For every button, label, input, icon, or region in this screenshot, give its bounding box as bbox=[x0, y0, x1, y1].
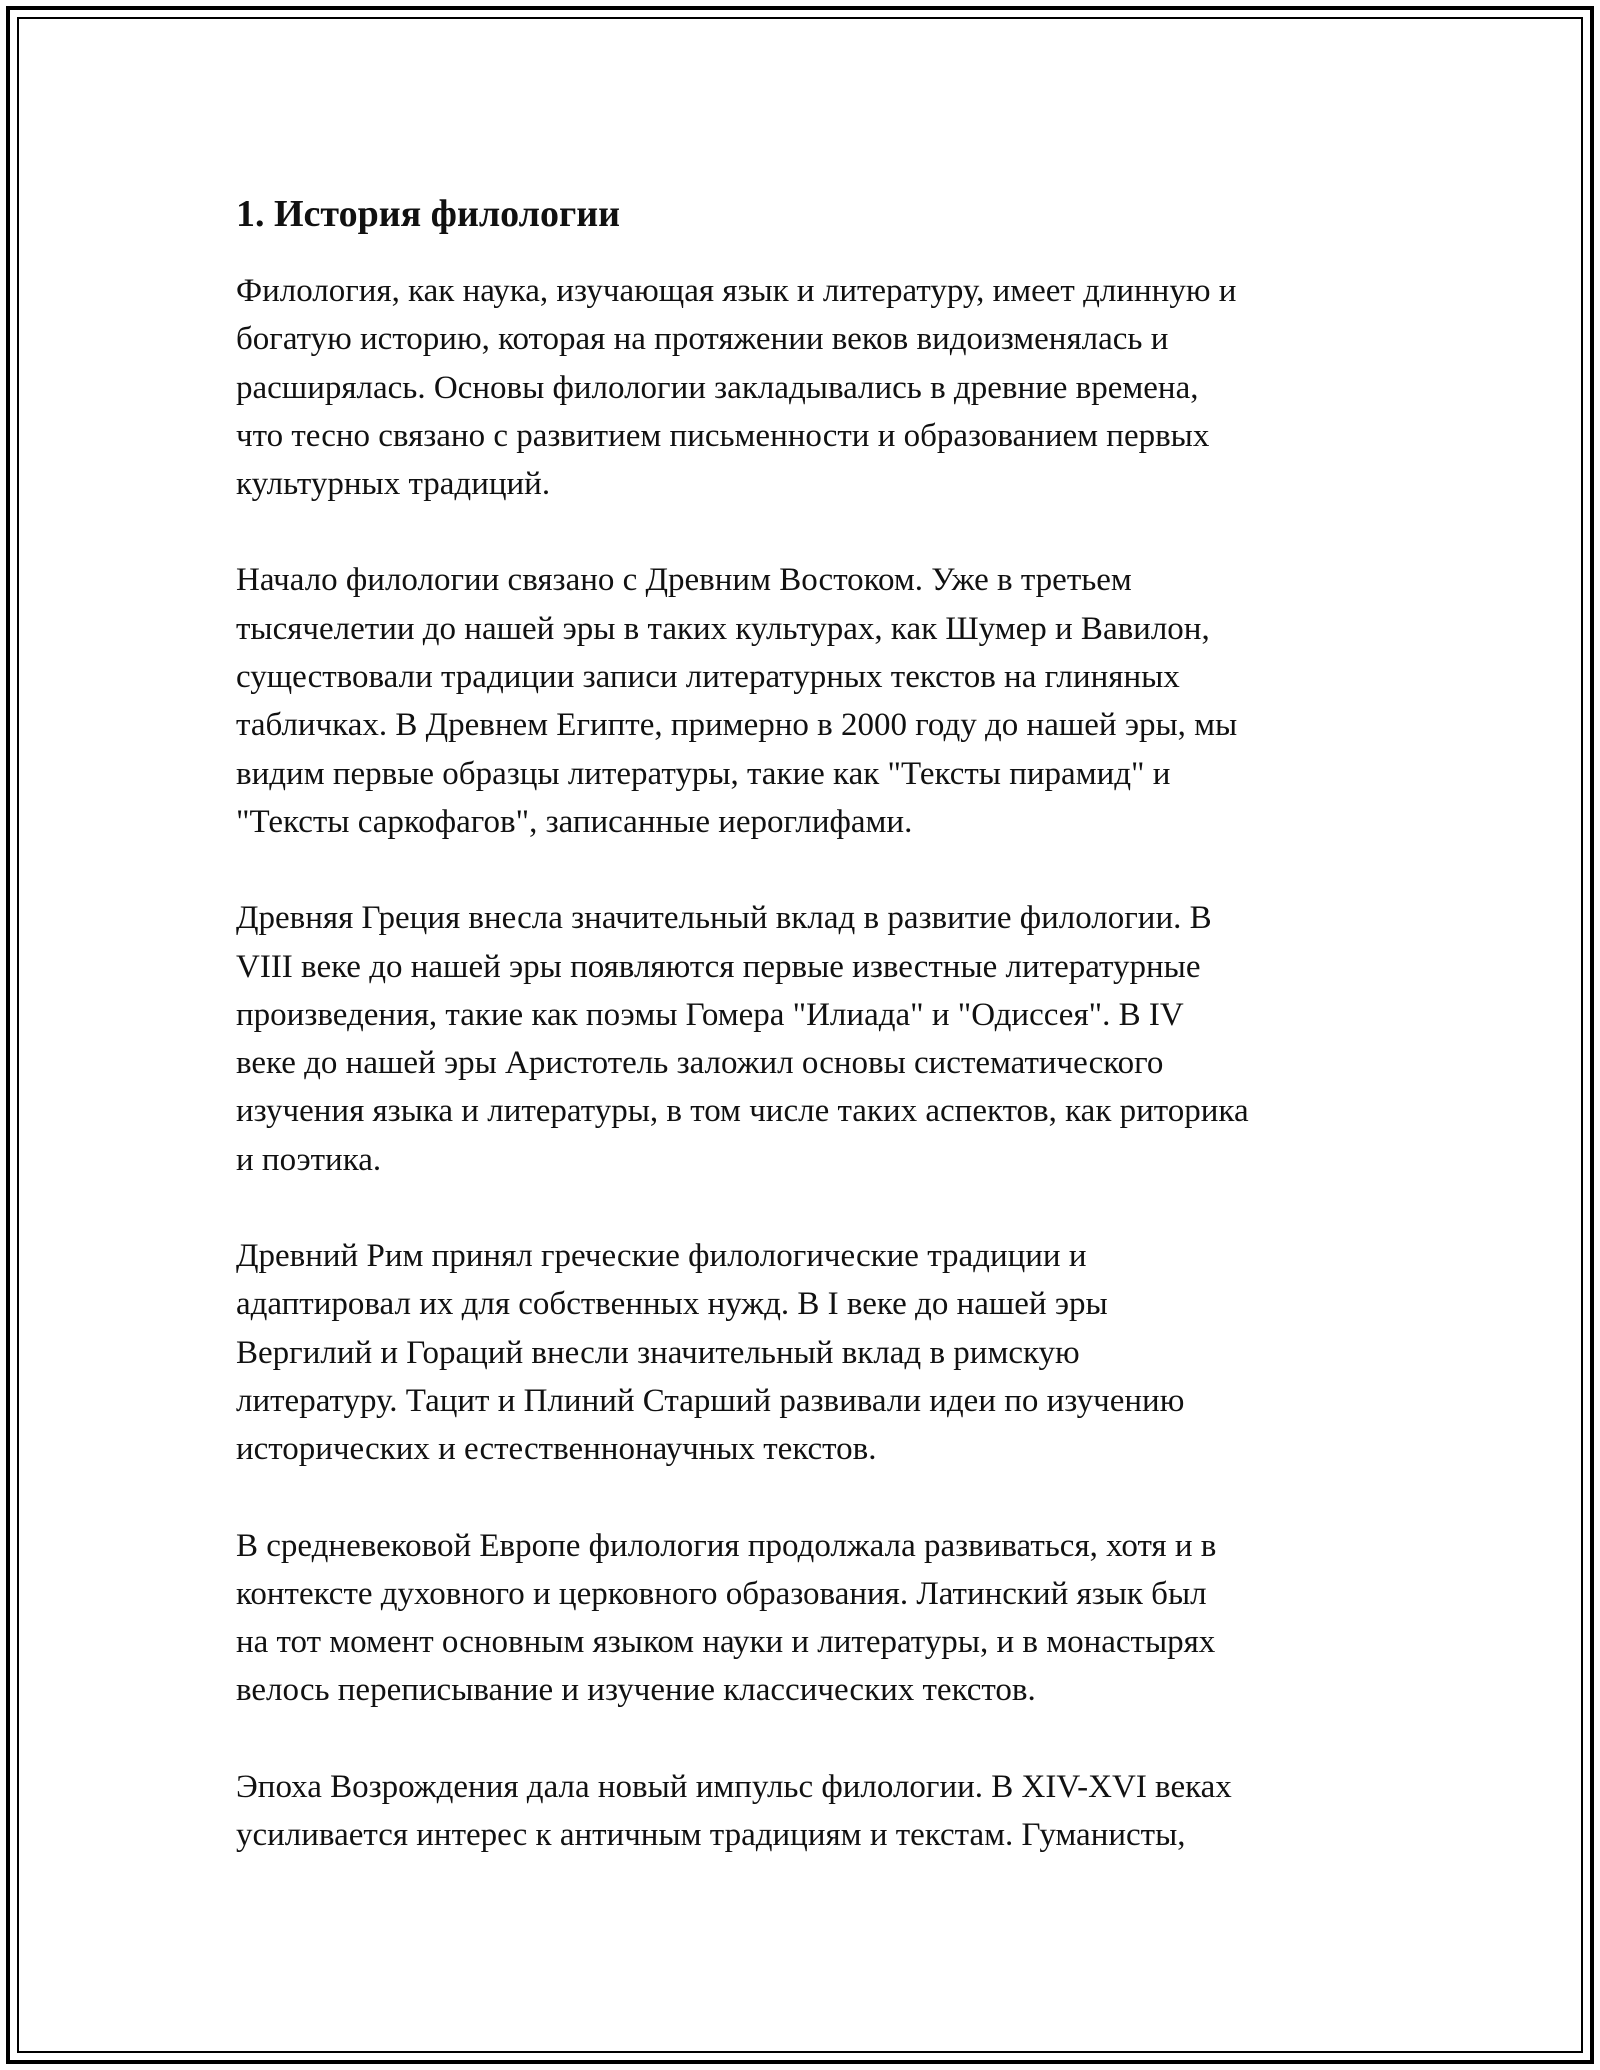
section-title: 1. История филологии bbox=[236, 193, 621, 235]
paragraph: Эпоха Возрождения дала новый импульс филологии. В XIV-XVI веках усиливается интерес к античным традициям и текстам. Гуманисты, bbox=[236, 1768, 1232, 1854]
paragraph: Древняя Греция внесла значительный вклад в развитие филологии. В VIII веке до нашей эры появляются первые известные литературные произведения, такие как поэмы Гомера "Илиада" и "Одиссея". В IV веке до нашей эры Аристотель заложил основы систематического изучения языка и литературы, в том числе таких аспектов, как риторика и поэтика. bbox=[236, 900, 1249, 1178]
document-body bbox=[236, 186, 1396, 1859]
paragraph: Древний Рим принял греческие филологические традиции и адаптировал их для собственных нужд. В I веке до нашей эры Вергилий и Гораций внесли значительный вклад в римскую литературу. Тацит и Плиний Старший развивали идеи по изучению исторических и естественнонаучных текстов. bbox=[236, 1238, 1185, 1468]
paragraph: Начало филологии связано с Древним Востоком. Уже в третьем тысячелетии до нашей эры в таких культурах, как Шумер и Вавилон, существовали традиции записи литературных текстов на глиняных табличках. В Древнем Египте, примерно в 2000 году до нашей эры, мы видим первые образцы литературы, такие как "Тексты пирамид" и "Тексты саркофагов", записанные иероглифами. bbox=[236, 562, 1238, 840]
paragraph: Филология, как наука, изучающая язык и литературу, имеет длинную и богатую историю, которая на протяжении веков видоизменялась и расширялась. Основы филологии закладывались в древние времена, что тесно связано с развитием письменности и образованием первых культурных традиций. bbox=[236, 273, 1237, 503]
paragraph: В средневековой Европе филология продолжала развиваться, хотя и в контексте духовного и церковного образования. Латинский язык был на тот момент основным языком науки и литературы, и в монастырях велось переписывание и изучение классических текстов. bbox=[236, 1527, 1217, 1709]
